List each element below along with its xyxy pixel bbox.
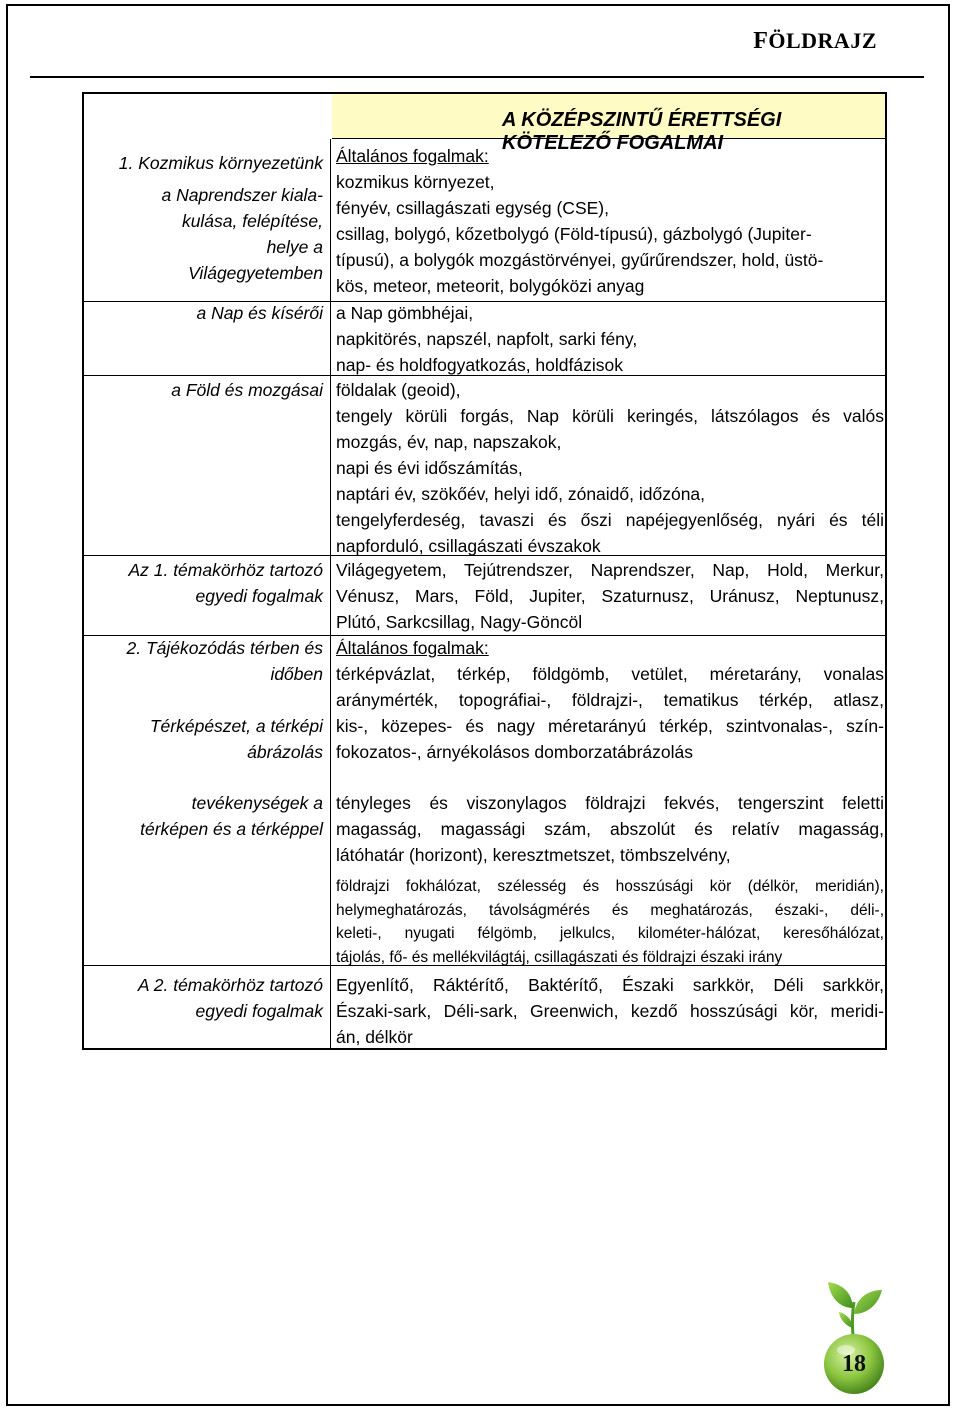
section-2-content: a Nap gömbhéjai, napkitörés, napszél, napfolt, sarki fény, nap- és holdfogyatkozás, holdfázisok — [336, 303, 638, 375]
section-6-label: tevékenységek a térképen és a térképpel — [140, 793, 323, 839]
plant-globe-icon — [822, 1278, 886, 1398]
section-4-label: Az 1. témakörhöz tartozó egyedi fogalmak — [128, 560, 323, 606]
section-4-content: Világegyetem, Tejútrendszer, Naprendszer, Nap, Hold, Merkur, Vénusz, Mars, Föld, Jupiter, Szaturnusz, Uránusz, Neptunusz, Plútó, Sarkcsillag, Nagy-Göncöl — [336, 560, 884, 632]
section-heading: Általános fogalmak: — [336, 146, 489, 166]
table-title-bar — [332, 94, 885, 154]
section-3-content: földalak (geoid), tengely körüli forgás, Nap körüli keringés, látszólagos és valós mozgás, év, nap, napszakok, napi és évi időszámítás, naptári év, szökőév, helyi idő, zónaidő, időzóna, tengelyferdeség, tavaszi és őszi napéjegyenlőség, nyári és téli napforduló, csillagászati évszakok — [336, 380, 884, 556]
header-rule — [30, 76, 924, 78]
table-title: A KÖZÉPSZINTŰ ÉRETTSÉGI KÖTELEZŐ FOGALMAI — [502, 109, 782, 154]
section-2-label: a Nap és kísérői — [196, 303, 323, 323]
section-3-label: a Föld és mozgásai — [171, 380, 323, 400]
section-5-content: Általános fogalmak: térképvázlat, térkép, földgömb, vetület, méretarány, vonalas aránymérték, topográfiai-, földrajzi-, tematikus térkép, atlasz, kis-, közepes- és nagy méretarányú térkép, szintvonalas-, szín- fokozatos-, árnyékolásos domborzatábrázolás — [336, 635, 884, 765]
page-number-badge — [822, 1278, 886, 1398]
section-7-label: A 2. témakörhöz tartozó egyedi fogalmak — [137, 975, 323, 1021]
column-divider — [330, 139, 331, 1048]
section-7-content: Egyenlítő, Ráktérítő, Baktérítő, Északi sarkkör, Déli sarkkör, Északi-sark, Déli-sark, Greenwich, kezdő hosszúsági kör, meridi- án, délkör — [336, 975, 884, 1047]
section-heading: Általános fogalmak: — [336, 638, 489, 658]
concepts-table — [82, 92, 887, 1050]
section-1-label: 1. Kozmikus környezetünk a Naprendszer kiala- kulása, felépítése, helye a Világegyetemben — [118, 153, 323, 283]
section-6-small-content: földrajzi fokhálózat, szélesség és hosszúsági kör (délkör, meridián), helymeghatározás, távolságmérés és meghatározás, északi-, déli-, keleti-, nyugati félgömb, jelkulcs, kilométer-hálózat, keresőhálózat, tájolás, fő- és mellékvilágtáj, csillagászati és földrajzi északi irány — [336, 878, 884, 966]
section-5-label: 2. Tájékozódás térben és időben Térképészet, a térképi ábrázolás — [126, 638, 323, 762]
section-1-content: Általános fogalmak: kozmikus környezet, fényév, csillagászati egység (CSE), csillag, bolygó, kőzetbolygó (Föld-típusú), gázbolygó (Jupiter- típusú), a bolygók mozgástörvényei, gyűrűrendszer, hold, üstö- kös, meteor, meteorit, bolygóközi anyag — [336, 143, 884, 299]
page-header-title: FÖLDRAJZ — [753, 28, 877, 54]
section-6-content: tényleges és viszonylagos földrajzi fekvés, tengerszint feletti magasság, magassági szám, abszolút és relatív magasság, látóhatár (horizont), keresztmetszet, tömbszelvény, — [336, 793, 884, 865]
page-number: 18 — [842, 1351, 866, 1377]
